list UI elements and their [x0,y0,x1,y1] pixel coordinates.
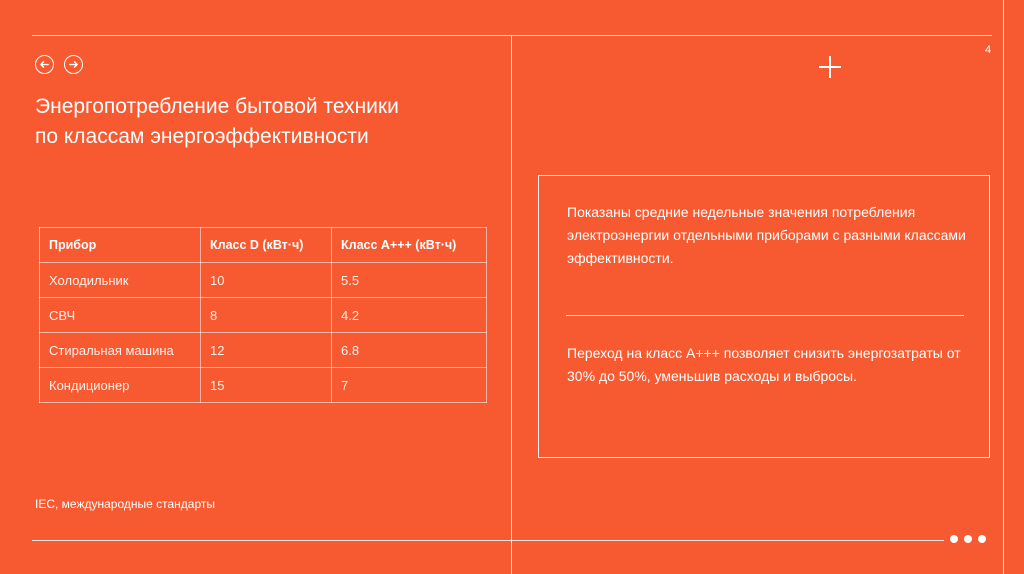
center-divider [511,35,512,574]
table-row [40,368,487,403]
cell-class-a3: 7 [332,368,487,403]
more-dots-icon[interactable] [950,535,986,543]
top-divider [32,35,992,36]
info-box-divider [566,315,964,316]
source-footnote: IEC, международные стандарты [35,497,216,511]
right-divider [1003,0,1004,574]
table-row [40,298,487,333]
header-class-a3: Класс А+++ (кВт·ч) [332,228,487,263]
cell-class-d: 8 [201,298,332,333]
title-line-2: по классам энергоэффективности [35,125,369,148]
cell-device: Холодильник [40,263,201,298]
plus-icon [819,56,841,78]
cell-device: Кондиционер [40,368,201,403]
back-button[interactable] [35,55,54,74]
bottom-divider [32,540,944,541]
page-number: 4 [985,44,992,56]
energy-table [39,227,487,403]
arrow-right-icon [68,59,79,70]
cell-device: СВЧ [40,298,201,333]
cell-class-a3: 5.5 [332,263,487,298]
header-device: Прибор [40,228,201,263]
dot [950,535,958,543]
info-text-1: Показаны средние недельные значения потребления электроэнергии отдельными приборами с разными классами эффективности. [567,204,966,266]
table-header-row [40,228,487,263]
cell-class-d: 12 [201,333,332,368]
dot [978,535,986,543]
cell-class-d: 15 [201,368,332,403]
cell-class-a3: 4.2 [332,298,487,333]
arrow-left-icon [39,59,50,70]
cell-class-d: 10 [201,263,332,298]
table-row [40,333,487,368]
slide-title [35,92,495,152]
cell-class-a3: 6.8 [332,333,487,368]
table-row [40,263,487,298]
title-line-1: Энергопотребление бытовой техники [35,95,399,118]
dot [964,535,972,543]
header-class-d: Класс D (кВт·ч) [201,228,332,263]
forward-button[interactable] [64,55,83,74]
cell-device: Стиральная машина [40,333,201,368]
info-text-2: Переход на класс А+++ позволяет снизить энергозатраты от 30% до 50%, уменьшив расходы и выбросы. [567,345,961,384]
